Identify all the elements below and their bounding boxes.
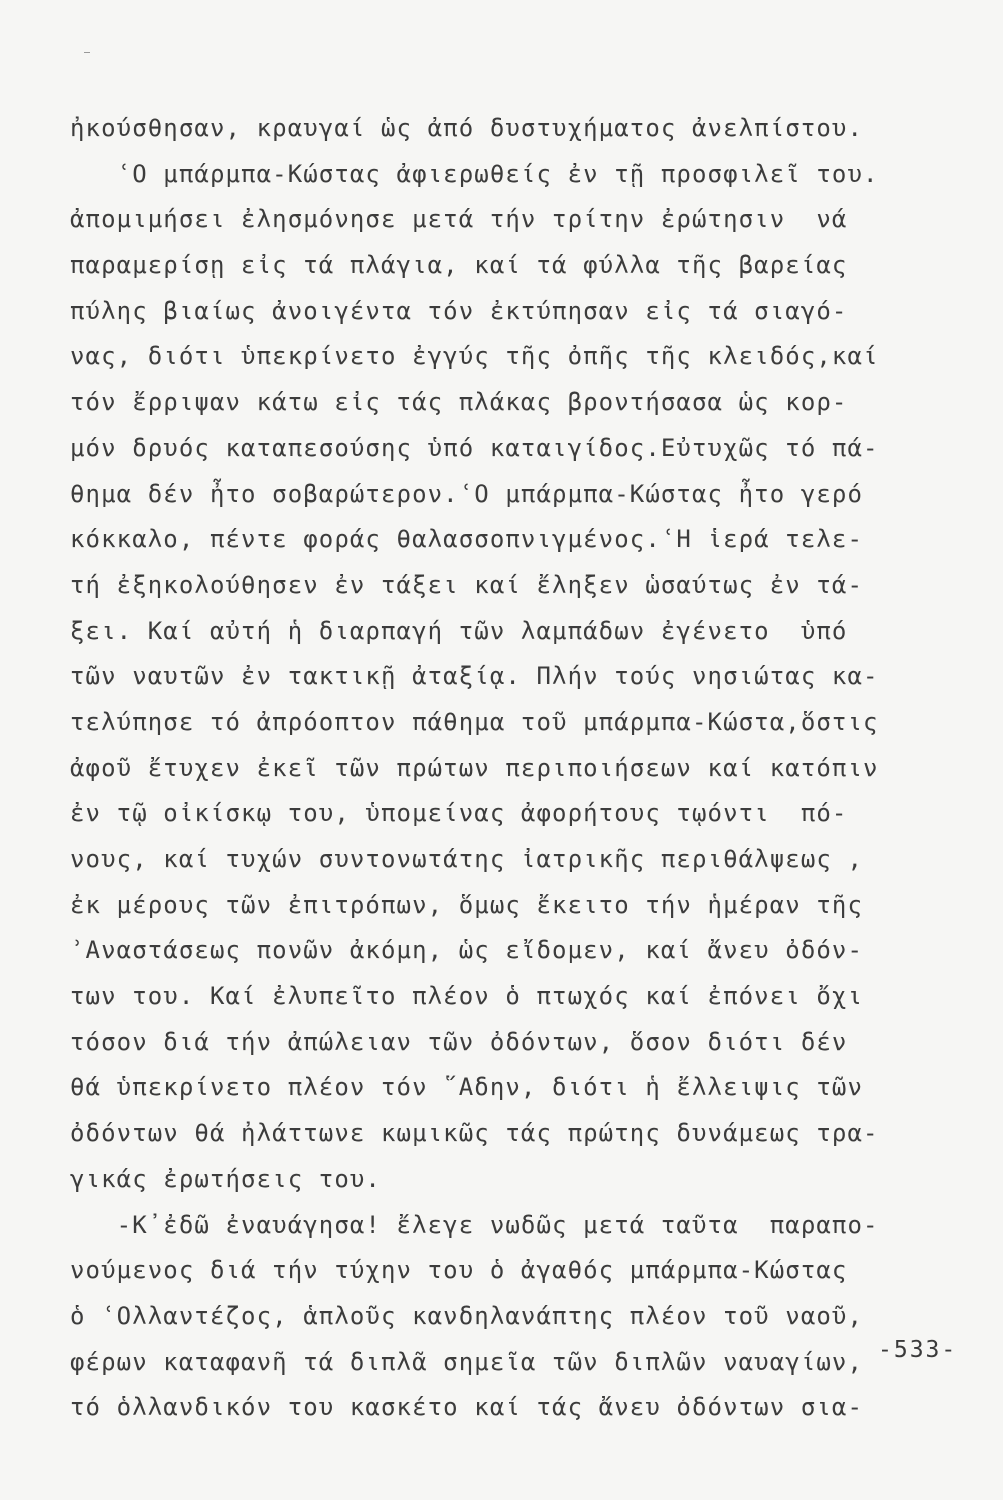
text-line: ἠκούσθησαν, κραυγαί ὡς ἀπό δυστυχήματος ἀνελπίστου. (70, 114, 864, 142)
text-line: ἀφοῦ ἔτυχεν ἐκεῖ τῶν πρώτων περιποιήσεων καί κατόπιν (70, 753, 879, 782)
text-line: ἀπομιμήσει ἐλησμόνησε μετά τήν τρίτην ἐρώτησιν νά (70, 205, 848, 234)
text-line: γικάς ἐρωτήσεις του. (70, 1164, 381, 1193)
text-line: νας, διότι ὑπεκρίνετο ἐγγύς τῆς ὀπῆς τῆς κλειδός,καί (70, 342, 879, 371)
text-line: τόσον διά τήν ἀπώλειαν τῶν ὀδόντων, ὅσον διότι δέν (70, 1027, 848, 1056)
text-line: νους, καί τυχών συντονωτάτης ἰατρικῆς περιθάλψεως , (70, 845, 864, 873)
body-text (70, 106, 970, 1431)
text-line: ὁ ʿΟλλαντέζος, ἁπλοῦς κανδηλανάπτης πλέον τοῦ ναοῦ, (70, 1301, 864, 1330)
margin-mark (84, 52, 90, 53)
text-line: κόκκαλο, πέντε φοράς θαλασσοπνιγμένος.ʿΗ ἱερά τελε- (70, 525, 864, 554)
text-line: τή ἐξηκολούθησεν ἐν τάξει καί ἔληξεν ὡσαύτως ἐν τά- (70, 570, 864, 599)
text-line: ʾΑναστάσεως πονῶν ἀκόμη, ὡς εἴδομεν, καί ἄνευ ὀδόν- (70, 936, 864, 965)
text-line: τελύπησε τό ἀπρόοπτον πάθημα τοῦ μπάρμπα-Κώστα,ὅστις (70, 707, 879, 736)
text-line: πύλης βιαίως ἀνοιγέντα τόν ἐκτύπησαν εἰς τά σιαγό- (70, 296, 848, 325)
page-number: -533- (878, 1337, 958, 1363)
text-line: τῶν ναυτῶν ἐν τακτικῇ ἀταξίᾳ. Πλήν τούς νησιώτας κα- (70, 662, 879, 691)
text-line: ὀδόντων θά ἠλάττωνε κωμικῶς τάς πρώτης δυνάμεως τρα- (70, 1119, 879, 1148)
text-line: φέρων καταφανῆ τά διπλᾶ σημεῖα τῶν διπλῶν ναυαγίων, (70, 1347, 864, 1376)
text-line: παραμερίσῃ εἰς τά πλάγια, καί τά φύλλα τῆς βαρείας (70, 251, 848, 280)
text-line: θά ὑπεκρίνετο πλέον τόν ῞Αδην, διότι ἡ ἔλλειψις τῶν (70, 1073, 864, 1102)
text-line: μόν δρυός καταπεσούσης ὑπό καταιγίδος.Εὐτυχῶς τό πά- (70, 433, 879, 462)
text-line: ἐκ μέρους τῶν ἐπιτρόπων, ὅμως ἔκειτο τήν ἡμέραν τῆς (70, 890, 864, 919)
text-line: θημα δέν ἦτο σοβαρώτερον.ʿΟ μπάρμπα-Κώστας ἦτο γερό (70, 479, 864, 508)
text-line: τό ὁλλανδικόν του κασκέτο καί τάς ἄνευ ὀδόντων σια- (70, 1393, 864, 1422)
text-line: νούμενος διά τήν τύχην του ὁ ἀγαθός μπάρμπα-Κώστας (70, 1256, 848, 1285)
text-line: ʿΟ μπάρμπα-Κώστας ἀφιερωθείς ἐν τῇ προσφιλεῖ του. (70, 159, 879, 188)
text-line: τόν ἔρριψαν κάτω εἰς τάς πλάκας βροντήσασα ὡς κορ- (70, 388, 848, 417)
text-line: των του. Καί ἐλυπεῖτο πλέον ὁ πτωχός καί ἐπόνει ὄχι (70, 982, 864, 1011)
text-line: -Κ᾿ἐδῶ ἐναυάγησα! ἔλεγε νωδῶς μετά ταῦτα παραπο- (70, 1210, 879, 1239)
text-line: ἐν τῷ οἰκίσκῳ του, ὑπομείνας ἀφορήτους τῳόντι πό- (70, 799, 848, 828)
text-line: ξει. Καί αὐτή ἡ διαρπαγή τῶν λαμπάδων ἐγένετο ὑπό (70, 616, 848, 645)
